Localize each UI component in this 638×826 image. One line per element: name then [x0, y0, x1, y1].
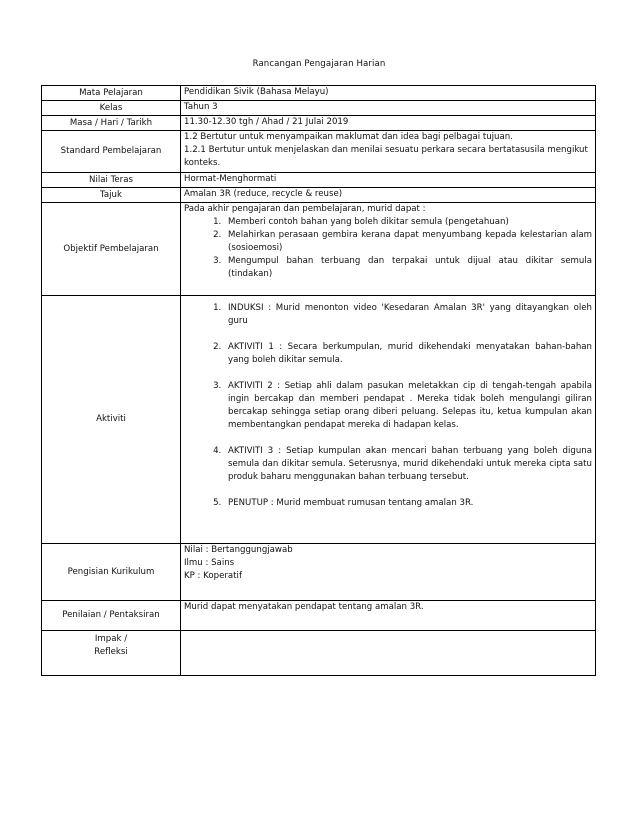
- row-penilaian: [42, 601, 596, 631]
- row-tajuk: [42, 188, 596, 203]
- row-kurikulum: [42, 544, 596, 601]
- objektif-list: [184, 216, 592, 281]
- list-item: 4. AKTIVITI 3 : Setiap kumpulan akan mencari bahan terbuang yang boleh diguna semula dan dikitar semula. Seterusnya, murid dikehendaki untuk mereka cipta satu produk baharu menggunakan bahan terbuang tersebut.: [224, 445, 592, 484]
- label-standard: Standard Pembelajaran: [42, 131, 181, 173]
- kurikulum-nilai: Nilai : Bertanggungjawab: [184, 545, 293, 555]
- list-item: 1. Memberi contoh bahan yang boleh dikitar semula (pengetahuan): [224, 216, 592, 229]
- label-penilaian: Penilaian / Pentaksiran: [42, 601, 181, 631]
- label-kurikulum: Pengisian Kurikulum: [42, 544, 181, 601]
- label-objektif: Objektif Pembelajaran: [42, 203, 181, 296]
- value-kurikulum: [181, 544, 596, 601]
- value-mata-pelajaran: Pendidikan Sivik (Bahasa Melayu): [181, 86, 596, 101]
- row-aktiviti: [42, 296, 596, 544]
- label-aktiviti: Aktiviti: [42, 296, 181, 544]
- value-objektif: [181, 203, 596, 296]
- label-masa: Masa / Hari / Tarikh: [42, 116, 181, 131]
- lesson-plan-table: [41, 85, 596, 676]
- row-mata-pelajaran: [42, 86, 596, 101]
- row-kelas: [42, 101, 596, 116]
- objektif-intro: Pada akhir pengajaran dan pembelajaran, murid dapat :: [184, 204, 426, 214]
- label-kelas: Kelas: [42, 101, 181, 116]
- page-title: Rancangan Pengajaran Harian: [252, 59, 386, 69]
- standard-line-1: 1.2 Bertutur untuk menyampaikan maklumat dan idea bagi pelbagai tujuan.: [184, 132, 513, 142]
- list-item: 2. AKTIVITI 1 : Secara berkumpulan, murid dikehendaki menyatakan bahan-bahan yang boleh dikitar semula.: [224, 341, 592, 367]
- row-masa: [42, 116, 596, 131]
- row-nilai-teras: [42, 173, 596, 188]
- list-item: 1. INDUKSI : Murid menonton video 'Kesedaran Amalan 3R' yang ditayangkan oleh guru: [224, 302, 592, 328]
- value-aktiviti: [181, 296, 596, 544]
- row-impak: [42, 631, 596, 676]
- label-tajuk: Tajuk: [42, 188, 181, 203]
- impak-label-line-1: Impak /: [94, 634, 128, 644]
- value-masa: 11.30-12.30 tgh / Ahad / 21 Julai 2019: [181, 116, 596, 131]
- value-standard: [181, 131, 596, 173]
- label-impak: [42, 631, 181, 676]
- kurikulum-ilmu: Ilmu : Sains: [184, 558, 235, 568]
- value-kelas: Tahun 3: [181, 101, 596, 116]
- value-penilaian: Murid dapat menyatakan pendapat tentang amalan 3R.: [181, 601, 596, 631]
- value-impak: [181, 631, 596, 676]
- row-standard: [42, 131, 596, 173]
- impak-label-line-2: Refleksi: [94, 647, 128, 657]
- aktiviti-list: [184, 296, 592, 517]
- list-item: 3. Mengumpul bahan terbuang dan terpakai untuk dijual atau dikitar semula (tindakan): [224, 255, 592, 281]
- list-item: 3. AKTIVITI 2 : Setiap ahli dalam pasukan meletakkan cip di tengah-tengah apabila ingin bercakap dan memberi pendapat . Mereka tidak boleh mengulangi giliran bercakap sehingga setiap orang diberi peluang. Selepas itu, ketua kumpulan akan membentangkan pendapat mereka di hadapan kelas.: [224, 380, 592, 432]
- standard-line-2: 1.2.1 Bertutur untuk menjelaskan dan menilai sesuatu perkara secara bertatasusila mengikut konteks.: [184, 145, 588, 168]
- label-mata-pelajaran: Mata Pelajaran: [42, 86, 181, 101]
- row-objektif: [42, 203, 596, 296]
- value-nilai-teras: Hormat-Menghormati: [181, 173, 596, 188]
- kurikulum-kp: KP : Koperatif: [184, 571, 242, 581]
- value-tajuk: Amalan 3R (reduce, recycle & reuse): [181, 188, 596, 203]
- label-nilai-teras: Nilai Teras: [42, 173, 181, 188]
- list-item: 2. Melahirkan perasaan gembira kerana dapat menyumbang kepada kelestarian alam (sosioemosi): [224, 229, 592, 255]
- list-item: 5. PENUTUP : Murid membuat rumusan tentang amalan 3R.: [224, 497, 592, 510]
